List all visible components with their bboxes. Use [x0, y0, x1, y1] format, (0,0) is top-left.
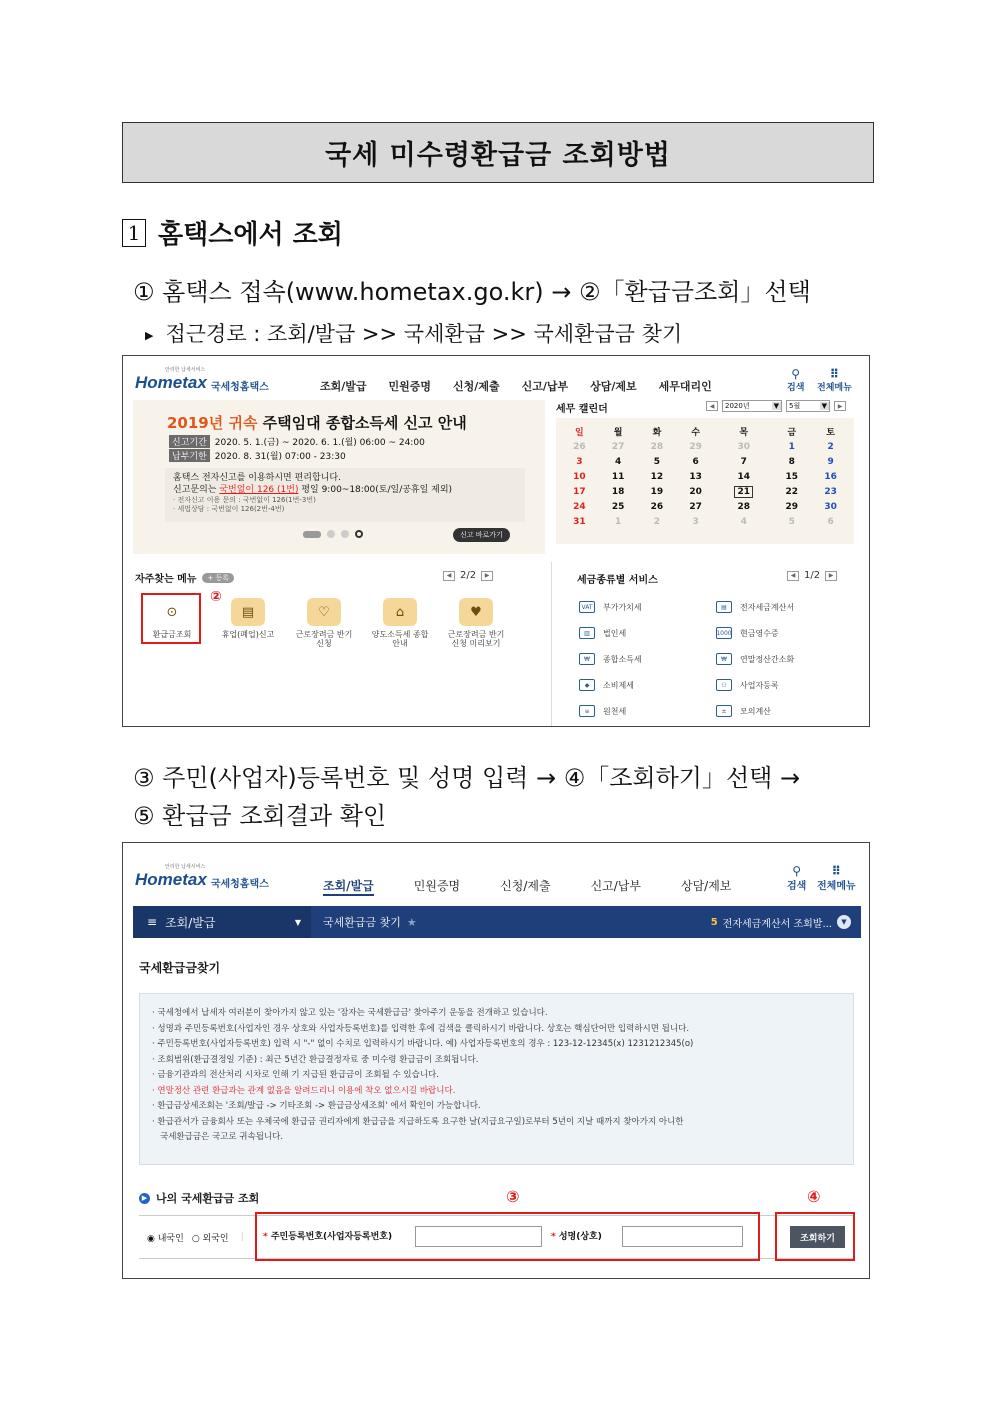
callout-4-label: ④	[807, 1187, 821, 1206]
grid-icon: ⠿	[829, 367, 840, 381]
register-tag[interactable]: + 등록	[202, 573, 234, 583]
gem-icon: ◆	[579, 679, 595, 691]
tax-calendar	[556, 400, 856, 550]
calendar-grid: 일 월 화 수 목 금 토 26 27 28 29 30 1 2 3 4 5 6 7 8 9 10 11 12 13 14 15 16 17 18 19 20 21 22 23 24 25 26 27 28 29 30 31 1 2 3 4 5 6	[573, 428, 837, 527]
person-icon: ⚇	[716, 679, 732, 691]
tax-service-right	[716, 594, 794, 724]
svc-simulation[interactable]: ± 모의계산	[716, 698, 794, 724]
notice-box	[139, 993, 854, 1165]
pay-text: 2020. 8. 31(월) 07:00 - 23:30	[214, 452, 346, 462]
notice-item: · 조회범위(환급결정일 기준) : 최근 5년간 환급결정자료 중 미수령 환급금이 조회됩니다.	[152, 1054, 479, 1065]
notice-item: · 환급관서가 금융회사 또는 우체국에 환급금 권리자에게 환급금을 지급하도록 요구한 날(지급요구일)로부터 5년이 지날 때까지 찾아가지 아니한	[152, 1116, 684, 1127]
nav-item[interactable]: 신고/납부	[521, 380, 569, 393]
page-title: 국세환급금찾기	[139, 961, 221, 975]
tax-pager: ◀ 1/2 ▶	[787, 570, 837, 581]
receipt-icon: 1000	[716, 627, 732, 639]
radio-foreign[interactable]: ○ 외국인	[191, 1233, 229, 1244]
id-label: * 주민등록번호(사업자등록번호)	[263, 1232, 393, 1242]
tax-service-title: 세금종류별 서비스	[577, 575, 658, 586]
arrow-circle-icon: ▶	[139, 1193, 150, 1204]
calendar-controls	[706, 400, 846, 412]
search-icon: ⚲	[792, 864, 802, 878]
invoice-icon: ▤	[716, 601, 732, 613]
coin-icon: ⊙	[155, 598, 189, 626]
notice-item-cont: 국세환급금은 국고로 귀속됩니다.	[160, 1132, 284, 1142]
vat-icon: VAT	[579, 601, 595, 613]
main-nav	[320, 378, 712, 394]
chevron-down-icon[interactable]: ▼	[837, 915, 851, 929]
shortcut-button[interactable]: 신고 바로가기	[453, 528, 510, 542]
building-icon: ▥	[579, 627, 595, 639]
nav-item[interactable]: 민원증명	[388, 380, 432, 393]
id-input[interactable]	[415, 1226, 542, 1247]
nav-item-active[interactable]: 조회/발급	[323, 877, 374, 896]
search-button[interactable]: ⚲ 검색	[787, 367, 805, 393]
calendar-title: 세무 캘린더	[556, 404, 608, 415]
store-icon: ▤	[231, 598, 265, 626]
next-month-icon[interactable]: ▶	[834, 401, 846, 411]
svc-excise[interactable]: ◆ 소비제세	[579, 672, 642, 698]
all-menu-button[interactable]: ⠿ 전체메뉴	[817, 367, 852, 393]
grid-icon: ⠿	[831, 864, 841, 878]
next-icon[interactable]: ▶	[481, 571, 493, 581]
svc-business-reg[interactable]: ⚇ 사업자등록	[716, 672, 794, 698]
notice-item: · 금융기관과의 전산처리 시차로 인해 기 지급된 환급금이 조회될 수 있습니다.	[152, 1070, 439, 1080]
document-heart-icon: ♥	[459, 598, 493, 626]
freq-item-refund[interactable]: ⊙ 환급금조회	[141, 598, 203, 648]
banner-info-box: 홈택스 전자신고를 이용하시면 편리합니다. 신고문의는 국번없이 126 (1번) 평일 9:00~18:00(토/일/공휴일 제외) · 전자신고 이용 문의 : 국번없이 126(1번-3번) · 세법상담 : 국번없이 126(2번-4번)	[165, 468, 525, 522]
today-marker[interactable]: 21	[734, 486, 753, 498]
step2-text-line1: ③ 주민(사업자)등록번호 및 성명 입력 → ④「조회하기」선택 →	[133, 764, 801, 792]
year-select[interactable]: 2020년 ▼	[722, 400, 782, 412]
all-menu-button[interactable]: ⠿ 전체메뉴	[817, 864, 856, 892]
star-icon[interactable]: ★	[406, 915, 417, 929]
notice-item-warning: · 연말정산 관련 환급과는 관계 없음을 알려드리니 이용에 착오 없으시길 바랍니다.	[152, 1085, 456, 1096]
svc-year-end[interactable]: ₩ 연말정산간소화	[716, 646, 794, 672]
freq-item-earned-credit[interactable]: ♡ 근로장려금 반기 신청	[293, 598, 355, 648]
query-button[interactable]: 조회하기	[790, 1226, 845, 1248]
period-tag: 신고기간	[169, 435, 210, 448]
hometax-logo[interactable]: 안리한 납세서비스 Hometax 국세청홈택스	[135, 864, 269, 890]
freq-item-closure[interactable]: ▤ 휴업(폐업)신고	[217, 598, 279, 648]
nav-item[interactable]: 상담/제보	[680, 879, 732, 893]
prev-icon[interactable]: ◀	[787, 571, 799, 581]
calculator-icon: ±	[716, 705, 732, 717]
svc-vat[interactable]: VAT 부가가치세	[579, 594, 642, 620]
column-divider	[551, 562, 552, 727]
section-heading	[122, 214, 343, 251]
name-input[interactable]	[622, 1226, 743, 1247]
query-form: ◉ 내국인 ○ 외국인 |	[139, 1215, 854, 1259]
next-icon[interactable]: ▶	[825, 571, 837, 581]
freq-menu-list	[141, 598, 507, 648]
freq-menu-header: 자주찾는 메뉴 + 등록	[135, 570, 234, 585]
svc-einvoice[interactable]: ▤ 전자세금계산서	[716, 594, 794, 620]
nav-item[interactable]: 세무대리인	[658, 380, 712, 393]
recent-menu[interactable]: 5 전자세금계산서 조회발... ▼	[711, 915, 851, 930]
freq-item-transfer-tax[interactable]: ⌂ 양도소득세 종합안내	[369, 598, 431, 648]
notice-item: · 성명과 주민등록번호(사업자인 경우 상호와 사업자등록번호)를 입력한 후에 검색을 클릭하시기 바랍니다. 상호는 핵심단어만 입력하시면 됩니다.	[152, 1023, 690, 1034]
freq-pager: ◀ 2/2 ▶	[443, 570, 493, 581]
name-label: * 성명(상호)	[551, 1232, 602, 1242]
breadcrumb-bar	[133, 906, 861, 938]
svc-income[interactable]: ₩ 종합소득세	[579, 646, 642, 672]
nav-item[interactable]: 신청/제출	[500, 879, 551, 893]
dropdown-icon: ▼	[294, 917, 301, 927]
svc-corp[interactable]: ▥ 법인세	[579, 620, 642, 646]
step1-text: ① 홈택스 접속(www.hometax.go.kr) → ②「환급금조회」선택	[133, 278, 811, 306]
notice-banner[interactable]	[133, 400, 545, 554]
callout-3-label: ③	[506, 1187, 520, 1206]
search-icon: ⚲	[791, 367, 801, 381]
prev-year-icon[interactable]: ◀	[706, 401, 718, 411]
notice-item: · 국세청에서 납세자 여러분이 찾아가지 않고 있는 '잠자는 국세환급금' 찾아주기 운동을 전개하고 있습니다.	[152, 1008, 548, 1018]
tax-service-left	[579, 594, 642, 724]
period-text: 2020. 5. 1.(금) ~ 2020. 6. 1.(월) 06:00 ~ 24:00	[214, 438, 425, 448]
query-title: ▶ 나의 국세환급금 조회	[139, 1190, 259, 1206]
nav-item[interactable]: 신고/납부	[590, 879, 641, 893]
nav-item[interactable]: 민원증명	[413, 879, 461, 893]
notice-item: · 주민등록번호(사업자등록번호) 입력 시 "-" 없이 수치로 입력하시기 바랍니다. 예) 사업자등록번호의 경우 : 123-12-12345(x) 1231212345(o)	[152, 1039, 694, 1049]
nav-item[interactable]: 조회/발급	[320, 380, 367, 393]
notice-item: · 환급금상세조회는 '조회/발급 -> 기타조회 -> 환급금상세조회' 에서 확인이 가능합니다.	[152, 1101, 481, 1111]
main-nav	[323, 877, 731, 896]
svc-withholding[interactable]: ≡ 원천세	[579, 698, 642, 724]
hometax-logo[interactable]: 안리한 납세서비스 Hometax 국세청홈택스	[135, 367, 269, 393]
nav-item[interactable]: 상담/제보	[590, 380, 637, 393]
prev-icon[interactable]: ◀	[443, 571, 455, 581]
section-number: 1	[122, 219, 146, 247]
search-button[interactable]: ⚲ 검색	[787, 864, 807, 892]
won-search-icon: ₩	[716, 653, 732, 665]
money-icon: ₩	[579, 653, 595, 665]
banner-title: 2019년 귀속 주택임대 종합소득세 신고 안내	[167, 414, 467, 432]
freq-item-credit-preview[interactable]: ♥ 근로장려금 반기신청 미리보기	[445, 598, 507, 648]
section-title: 홈택스에서 조회	[158, 220, 343, 250]
breadcrumb-menu[interactable]: ≡ 조회/발급 ▼	[133, 906, 311, 938]
handshake-icon: ♡	[307, 598, 341, 626]
access-path: ▶ 접근경로 : 조회/발급 >> 국세환급 >> 국세환급금 찾기	[145, 322, 683, 346]
refund-search-screenshot	[122, 842, 870, 1279]
hometax-main-screenshot	[122, 355, 870, 727]
document-title: 국세 미수령환급금 조회방법	[122, 122, 874, 183]
month-select[interactable]: 5월 ▼	[786, 400, 830, 412]
step2-text-line2: ⑤ 환급금 조회결과 확인	[133, 802, 387, 830]
radio-domestic[interactable]: ◉ 내국인	[147, 1233, 184, 1244]
hamburger-icon: ≡	[147, 915, 158, 929]
callout-2-label: ②	[210, 589, 222, 605]
form-icon: ≡	[579, 705, 595, 717]
bullet-icon: ▶	[145, 328, 154, 342]
pay-tag: 납부기한	[169, 449, 210, 462]
nav-item[interactable]: 신청/제출	[453, 380, 500, 393]
svc-cash-receipt[interactable]: 1000 현금영수증	[716, 628, 779, 638]
house-icon: ⌂	[383, 598, 417, 626]
banner-pager[interactable]	[303, 530, 363, 538]
breadcrumb-current[interactable]: 국세환급금 찾기 ★	[323, 915, 417, 929]
